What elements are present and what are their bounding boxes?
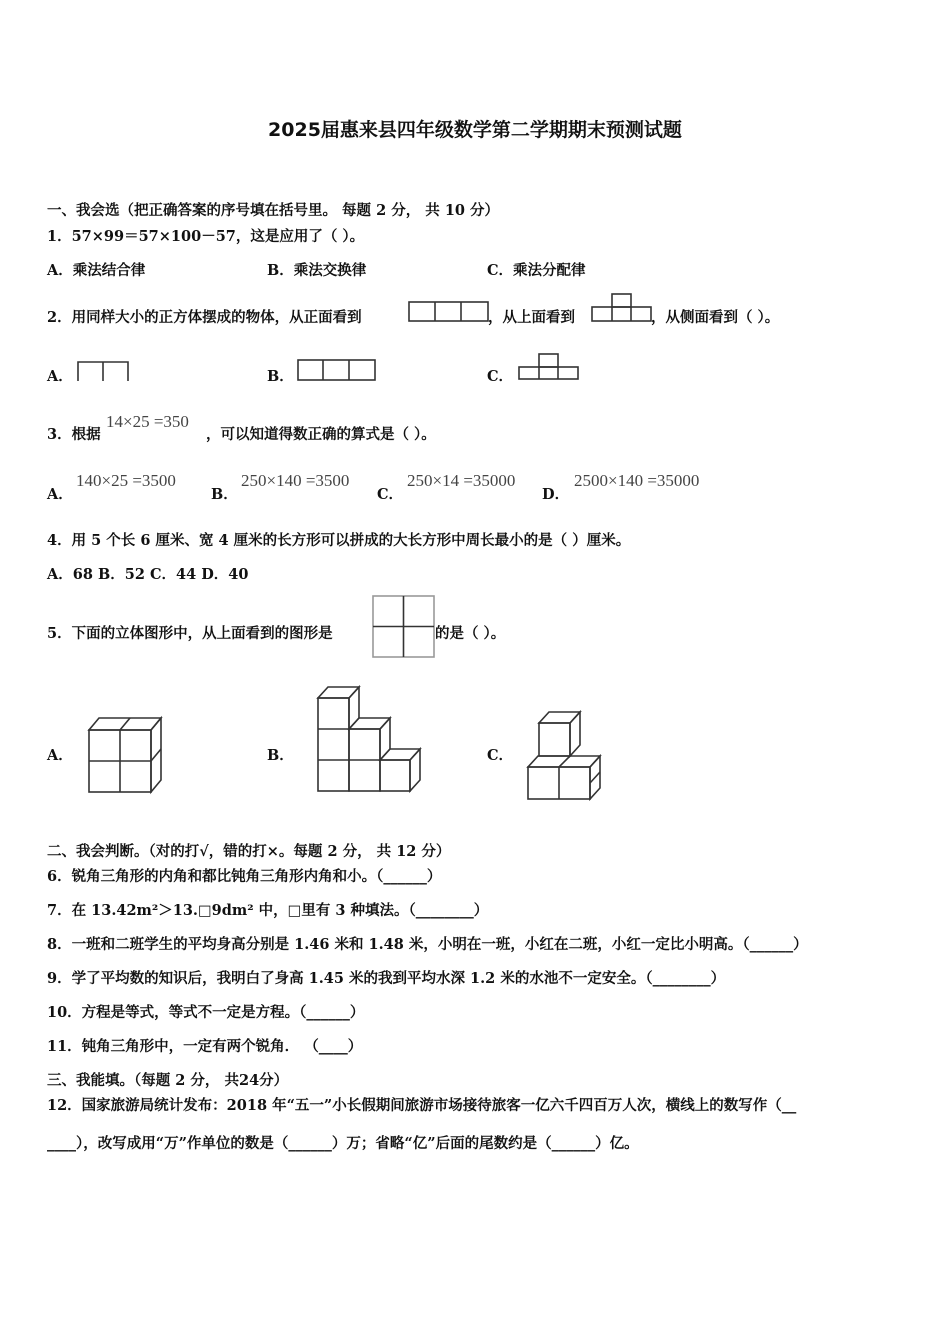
judge-question-11: 11．钝角三角形中，一定有两个锐角． （____） (47, 1038, 363, 1055)
fill-question-12-line1: 12．国家旅游局统计发布：2018 年“五一”小长假期间旅游市场接待旅客一亿六千四百万人次，横线上的数写作（__ (47, 1097, 797, 1114)
page-title: 2025届惠来县四年级数学第二学期期末预测试题 (268, 119, 682, 141)
question-3-option-c-label[interactable]: C． (377, 486, 404, 503)
question-1-option-c[interactable]: C．乘法分配律 (487, 262, 586, 279)
section-2-heading: 二、我会判断。（对的打√，错的打×。每题 2 分， 共 12 分） (47, 843, 451, 860)
question-2-stem-part1: 2．用同样大小的正方体摆成的物体，从正面看到 (47, 309, 362, 326)
section-3-heading: 三、我能填。（每题 2 分， 共24分） (47, 1072, 289, 1089)
judge-question-8: 8．一班和二班学生的平均身高分别是 1.46 米和 1.48 米，小明在一班，小红在二班，小红一定比小明高。（______） (47, 936, 808, 953)
option-a-cube-figure[interactable] (88, 715, 164, 795)
question-2-option-b[interactable]: B． (267, 368, 294, 385)
judge-question-9: 9．学了平均数的知识后，我明白了身高 1.45 米的我到平均水深 1.2 米的水池不一定安全。（________） (47, 970, 726, 987)
option-b-cube-figure[interactable] (316, 686, 422, 798)
judge-question-7: 7．在 13.42m²＞13.□9dm² 中，□里有 3 种填法。（________） (47, 902, 489, 919)
question-5-stem-part1: 5．下面的立体图形中，从上面看到的图形是 (47, 625, 333, 642)
section-1-heading: 一、我会选（把正确答案的序号填在括号里。 每题 2 分， 共 10 分） (47, 202, 500, 219)
question-3-option-b-formula[interactable]: 250×140 =3500 (241, 471, 350, 490)
given-formula: 14×25 =350 (106, 412, 189, 431)
question-1-option-b[interactable]: B．乘法交换律 (267, 262, 367, 279)
option-c-cube-figure[interactable] (526, 710, 614, 802)
question-3-option-d-label[interactable]: D． (542, 486, 570, 503)
question-3-stem-part2: ，可以知道得数正确的算式是（ ）。 (206, 426, 436, 443)
question-4-stem: 4．用 5 个长 6 厘米、宽 4 厘米的长方形可以拼成的大长方形中周长最小的是（ ）厘米。 (47, 532, 631, 549)
question-3-option-c-formula[interactable]: 250×14 =35000 (407, 471, 516, 490)
front-view-figure (408, 301, 490, 323)
question-3-option-b-label[interactable]: B． (211, 486, 238, 503)
judge-question-6: 6．锐角三角形的内角和都比钝角三角形内角和小。（______） (47, 868, 442, 885)
question-2-stem-part3: ，从侧面看到（ ）。 (651, 309, 780, 326)
judge-question-10: 10．方程是等式，等式不一定是方程。（______） (47, 1004, 365, 1021)
question-2-option-c[interactable]: C． (487, 368, 514, 385)
option-a-side-view-figure[interactable] (77, 361, 131, 383)
option-c-side-view-figure[interactable] (518, 353, 580, 381)
question-3-option-d-formula[interactable]: 2500×140 =35000 (574, 471, 700, 490)
option-b-side-view-figure[interactable] (297, 359, 377, 382)
fill-question-12-line2: ____），改写成用“万”作单位的数是（______）万；省略“亿”后面的尾数约是（______）亿。 (47, 1135, 639, 1152)
question-3-option-a-label[interactable]: A． (47, 486, 73, 503)
question-1-stem: 1．57×99＝57×100－57，这是应用了（ ）。 (47, 228, 365, 245)
question-4-options[interactable]: A．68 B．52 C．44 D．40 (47, 566, 249, 583)
question-2-stem-part2: ，从上面看到 (488, 309, 575, 326)
question-5-option-c[interactable]: C． (487, 747, 514, 764)
question-3-option-a-formula[interactable]: 140×25 =3500 (76, 471, 176, 490)
top-view-figure (591, 293, 653, 323)
question-2-option-a[interactable]: A． (47, 368, 73, 385)
question-5-option-a[interactable]: A． (47, 747, 73, 764)
top-view-grid-figure (372, 595, 436, 659)
question-3-stem-part1: 3．根据 (47, 426, 101, 443)
question-5-stem-part2: 的是（ ）。 (435, 625, 506, 642)
question-1-option-a[interactable]: A．乘法结合律 (47, 262, 146, 279)
question-5-option-b[interactable]: B． (267, 747, 294, 764)
